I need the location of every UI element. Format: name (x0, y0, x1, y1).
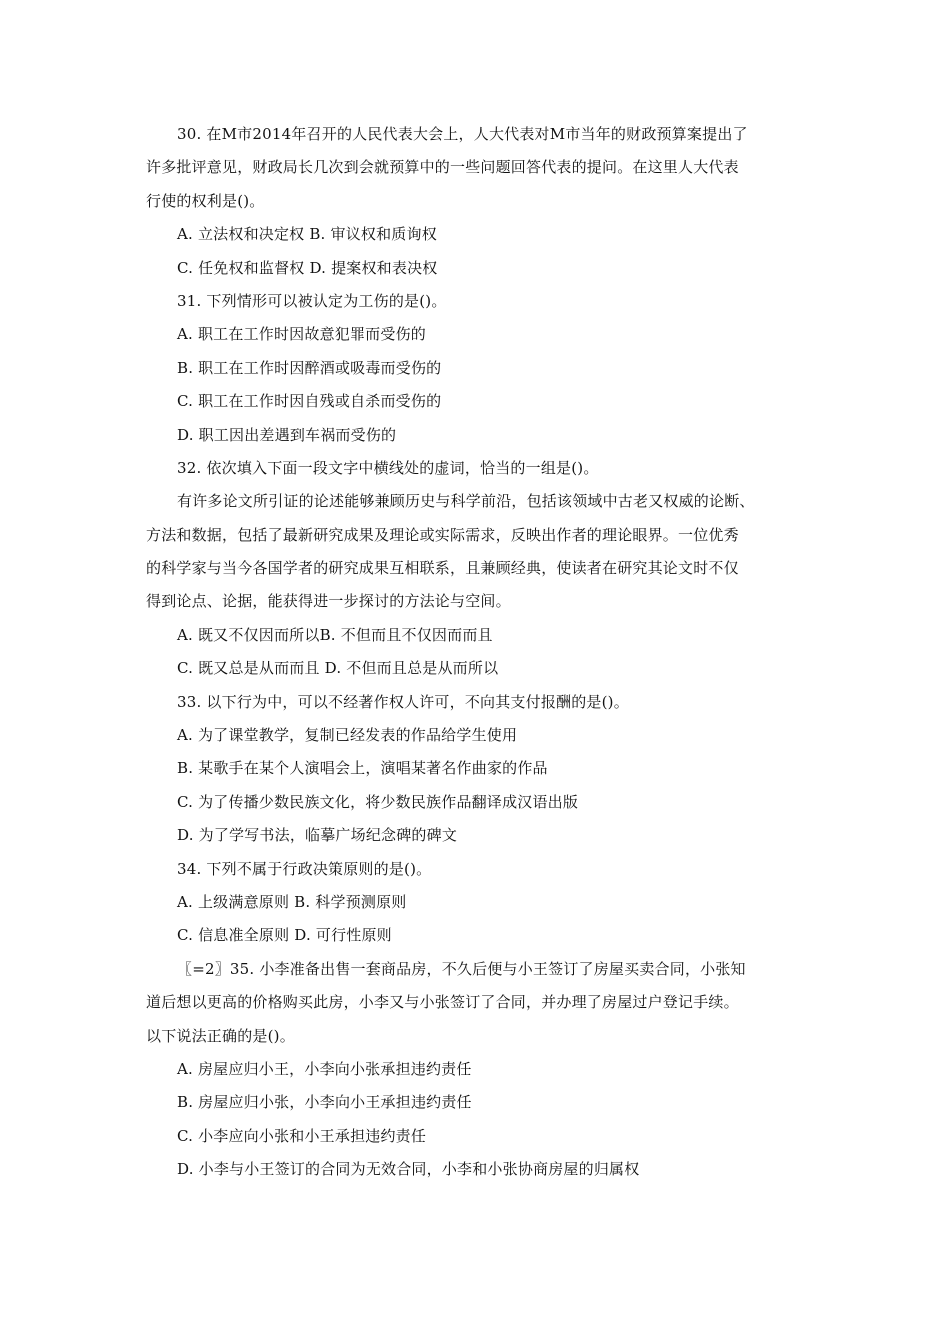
question-34-stem: 34. 下列不属于行政决策原则的是()。 (177, 859, 432, 878)
question-34 (146, 853, 812, 953)
question-32-options-cd: C. 既又总是从而而且 D. 不但而且总是从而所以 (177, 659, 499, 678)
question-32-passage-line-3: 的科学家与当今各国学者的研究成果互相联系，且兼顾经典，使读者在研究其论文时不仅 (146, 559, 739, 578)
question-35-stem-line-3: 以下说法正确的是()。 (146, 1026, 295, 1045)
question-31-stem: 31. 下列情形可以被认定为工伤的是()。 (177, 291, 447, 310)
question-30-stem-line-2: 许多批评意见，财政局长几次到会就预算中的一些问题回答代表的提问。在这里人大代表 (146, 158, 739, 177)
question-32-passage-line-2: 方法和数据，包括了最新研究成果及理论或实际需求，反映出作者的理论眼界。一位优秀 (146, 525, 739, 544)
question-34-options-ab: A. 上级满意原则 B. 科学预测原则 (177, 892, 407, 911)
question-30 (146, 118, 812, 285)
question-35-option-a: A. 房屋应归小王，小李向小张承担违约责任 (177, 1059, 472, 1078)
question-30-options-ab: A. 立法权和决定权 B. 审议权和质询权 (177, 225, 437, 244)
question-31-option-b: B. 职工在工作时因醉酒或吸毒而受伤的 (177, 358, 442, 377)
question-32-passage-line-1: 有许多论文所引证的论述能够兼顾历史与科学前沿，包括该领域中古老又权威的论断、 (177, 492, 755, 511)
question-33-option-c: C. 为了传播少数民族文化，将少数民族作品翻译成汉语出版 (177, 792, 579, 811)
question-33-option-d: D. 为了学写书法，临摹广场纪念碑的碑文 (177, 826, 458, 845)
question-33 (146, 686, 812, 853)
question-35-stem-line-1: 〖=2〗35. 小李准备出售一套商品房，不久后便与小王签订了房屋买卖合同，小张知 (177, 959, 746, 978)
question-32-stem: 32. 依次填入下面一段文字中横线处的虚词，恰当的一组是()。 (177, 458, 599, 477)
question-31-option-d: D. 职工因出差遇到车祸而受伤的 (177, 425, 397, 444)
question-32-options-ab: A. 既又不仅因而所以B. 不但而且不仅因而而且 (177, 625, 493, 644)
question-34-options-cd: C. 信息准全原则 D. 可行性原则 (177, 926, 392, 945)
question-33-option-a: A. 为了课堂教学，复制已经发表的作品给学生使用 (177, 726, 518, 745)
question-35 (146, 953, 812, 1187)
question-30-stem-line-1: 30. 在M市2014年召开的人民代表大会上，人大代表对M市当年的财政预算案提出了 (177, 125, 748, 143)
question-32 (146, 452, 812, 686)
question-32-passage-line-4: 得到论点、论据，能获得进一步探讨的方法论与空间。 (146, 592, 511, 611)
question-30-stem-line-3: 行使的权利是()。 (146, 191, 265, 210)
question-35-option-d: D. 小李与小王签订的合同为无效合同，小李和小张协商房屋的归属权 (177, 1160, 640, 1179)
document-page (146, 118, 812, 1187)
question-35-option-c: C. 小李应向小张和小王承担违约责任 (177, 1126, 427, 1145)
question-33-option-b: B. 某歌手在某个人演唱会上，演唱某著名作曲家的作品 (177, 759, 548, 778)
question-31 (146, 285, 812, 452)
question-33-stem: 33. 以下行为中，可以不经著作权人许可，不向其支付报酬的是()。 (177, 692, 629, 711)
question-35-option-b: B. 房屋应归小张，小李向小王承担违约责任 (177, 1093, 472, 1112)
question-35-stem-line-2: 道后想以更高的价格购买此房，小李又与小张签订了合同，并办理了房屋过户登记手续。 (146, 993, 739, 1012)
question-30-options-cd: C. 任免权和监督权 D. 提案权和表决权 (177, 258, 438, 277)
question-31-option-a: A. 职工在工作时因故意犯罪而受伤的 (177, 325, 426, 344)
question-31-option-c: C. 职工在工作时因自残或自杀而受伤的 (177, 392, 442, 411)
